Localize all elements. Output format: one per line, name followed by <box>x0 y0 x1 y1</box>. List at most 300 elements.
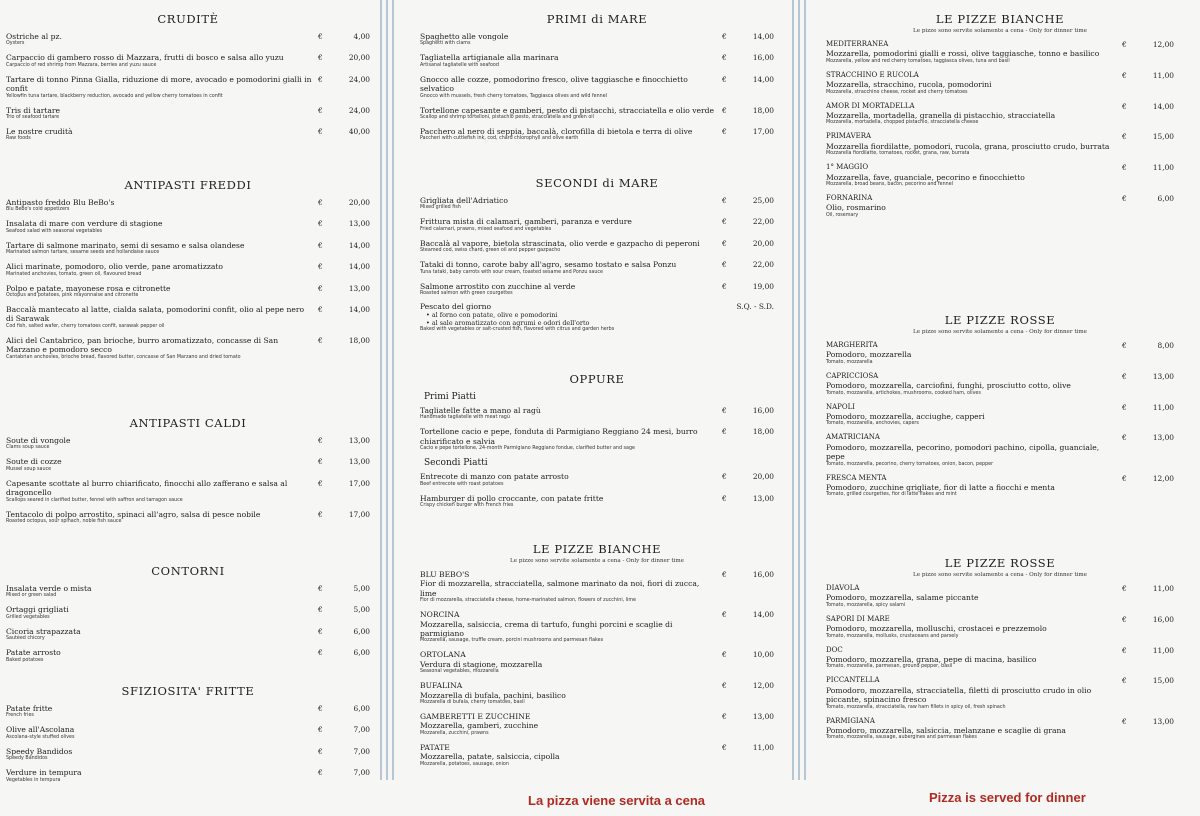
currency-symbol: € <box>318 105 323 115</box>
price-value: 24,00 <box>348 105 370 115</box>
item-translation: Mozzarella, potatoes, sausage, onion <box>420 761 509 767</box>
item-price <box>314 725 370 734</box>
item-description: Pomodoro, mozzarella, acciughe, capperi <box>826 412 985 422</box>
item-name: Polpo e patate, mayonese rosa e citronette <box>6 283 171 293</box>
currency-symbol: € <box>1122 40 1127 49</box>
currency-symbol: € <box>722 681 727 691</box>
item-translation: Raw foods <box>6 136 31 142</box>
currency-symbol: € <box>1122 645 1127 655</box>
price-value: 10,00 <box>752 650 774 660</box>
item-name: Le nostre crudità <box>6 127 73 137</box>
item-translation: Tomato, mozzarella, spicy salami <box>826 602 906 608</box>
subheading-primi: Primi Piatti <box>424 392 476 402</box>
menu-item <box>420 239 774 254</box>
item-translation: Tomato, mozzarella, artichokes, mushrooms, cooked ham, olives <box>826 390 981 396</box>
item-description: Mozzarella, patate, salsiccia, cipolla <box>420 752 560 762</box>
menu-item <box>6 704 370 719</box>
item-description: Mozzarella, fave, guanciale, pecorino e finocchietto <box>826 172 1025 182</box>
item-translation: Mixed or green salad <box>6 593 57 599</box>
item-price <box>718 610 774 619</box>
item-translation: Tomato, mozzarella, anchovies, capers <box>826 421 919 427</box>
item-price <box>314 305 370 314</box>
section-secondi-mare <box>420 176 774 339</box>
item-price <box>314 605 370 614</box>
item-price <box>314 747 370 756</box>
section-pizze-rosse <box>826 313 1174 504</box>
menu-item <box>826 474 1174 499</box>
currency-symbol: € <box>722 472 727 482</box>
price-value: 14,00 <box>348 305 370 315</box>
item-translation: Mozzarella, broad beans, bacon, pecorino and fennel <box>826 182 953 188</box>
item-price <box>718 106 774 115</box>
section-oppure <box>420 372 774 515</box>
item-price <box>718 217 774 226</box>
menu-item <box>6 127 370 142</box>
currency-symbol: € <box>318 305 323 315</box>
price-value: 14,00 <box>348 262 370 272</box>
item-name: Ostriche al pz. <box>6 32 62 41</box>
section-antipasti-freddi <box>6 178 370 367</box>
item-description: Mozzarella, salsiccia, crema di tartufo, funghi porcini e scaglie di parmigiano <box>420 619 673 639</box>
currency-symbol: € <box>722 127 727 137</box>
item-price <box>718 472 774 481</box>
menu-item <box>6 436 370 451</box>
item-translation: Mussel soup sauce <box>6 466 52 472</box>
item-description: Pomodoro, mozzarella, salame piccante <box>826 593 979 603</box>
menu-item <box>420 217 774 232</box>
currency-symbol: € <box>722 712 727 722</box>
menu-item <box>6 584 370 599</box>
price-value: 11,00 <box>1152 70 1174 80</box>
item-translation: Carpaccio of red shrimp from Mazzara, berries and yuzu sauce <box>6 62 157 68</box>
menu-column-left <box>6 0 370 816</box>
section-sfiziosita <box>6 684 370 790</box>
item-price <box>314 106 370 115</box>
item-name: Patate fritte <box>6 704 53 713</box>
item-name: Olive all'Ascolana <box>6 725 75 735</box>
price-value: 17,00 <box>348 478 370 488</box>
price-value: 16,00 <box>752 570 774 579</box>
section-title: CRUDITÈ <box>157 12 219 26</box>
item-name: PRIMAVERA <box>826 132 872 141</box>
item-price <box>1118 372 1174 381</box>
column-rule <box>792 0 794 780</box>
item-price <box>314 704 370 713</box>
item-translation: Mixed grilled fish <box>420 205 461 211</box>
menu-item <box>420 196 774 211</box>
menu-item <box>6 305 370 330</box>
item-translation: Oysters <box>6 41 25 47</box>
item-translation: Marinated anchovies, tomato, green oil, flavoured bread <box>6 271 142 277</box>
item-translation: Baked potatoes <box>6 657 44 663</box>
item-description: Pomodoro, mozzarella, salsiccia, melanzane e scaglie di grana <box>826 726 1066 736</box>
item-name: PARMIGIANA <box>826 716 875 725</box>
item-translation: Mozzarella, yellow and red cherry tomatoes, taggiasca olives, tuna and basil <box>826 58 1010 64</box>
item-translation: Paccheri with cuttlefish ink, cod, chard chlorophyll and olive earth <box>420 136 579 142</box>
menu-item <box>826 676 1174 710</box>
menu-item <box>6 627 370 642</box>
price-value: 11,00 <box>1152 402 1174 412</box>
item-name: SAPORI DI MARE <box>826 614 890 623</box>
menu-item <box>6 479 370 504</box>
menu-item <box>826 341 1174 366</box>
section-title: LE PIZZE ROSSE <box>944 556 1056 570</box>
price-value: 16,00 <box>752 53 774 63</box>
item-name: Tortellone cacio e pepe, fonduta di Parmigiano Reggiano 24 mesi, burro chiarificato e salvia <box>420 427 698 446</box>
item-translation: Tomato, mozzarella <box>826 359 873 365</box>
item-translation: Blu Bebo's cold appetizers <box>6 207 70 213</box>
menu-item <box>826 372 1174 397</box>
menu-item <box>826 102 1174 127</box>
item-translation: Tomato, mozzarella, pecorino, cherry tomatoes, onion, bacon, pepper <box>826 461 994 467</box>
currency-symbol: € <box>318 262 323 272</box>
item-price <box>314 479 370 488</box>
column-rule <box>798 0 800 780</box>
item-price <box>1118 615 1174 624</box>
item-price <box>314 336 370 345</box>
item-name: DIAVOLA <box>826 584 860 592</box>
item-name: Antipasto freddo Blu BeBo's <box>6 198 115 207</box>
menu-item <box>6 32 370 47</box>
price-value: 12,00 <box>752 681 774 691</box>
column-rule <box>392 0 394 780</box>
menu-item <box>826 615 1174 640</box>
currency-symbol: € <box>318 436 323 445</box>
item-price <box>718 127 774 136</box>
menu-item <box>6 106 370 121</box>
price-value: 15,00 <box>1152 676 1174 686</box>
currency-symbol: € <box>722 105 727 115</box>
item-translation: Vegetables in tempura <box>6 777 61 783</box>
footer-note-en: Pizza is served for dinner <box>929 790 1086 805</box>
item-description: Pomodoro, mozzarella, grana, pepe di macina, basilico <box>826 655 1037 665</box>
item-bullet: • al sale aromatizzato con agrumi e odori dell'orto <box>426 319 590 328</box>
currency-symbol: € <box>318 725 323 735</box>
price-value: 13,00 <box>752 493 774 503</box>
item-name: MEDITERRANEA <box>826 40 889 48</box>
section-title: LE PIZZE BIANCHE <box>532 542 662 556</box>
currency-symbol: € <box>318 219 323 229</box>
item-translation: Sautéed chicory <box>6 636 45 642</box>
price-value: 11,00 <box>1152 584 1174 593</box>
currency-symbol: € <box>318 605 323 615</box>
price-value: 11,00 <box>1152 645 1174 655</box>
currency-symbol: € <box>318 127 323 137</box>
currency-symbol: € <box>318 626 323 636</box>
item-price <box>314 457 370 466</box>
item-name: Grigliata dell'Adriatico <box>420 196 508 205</box>
item-price <box>1118 474 1174 483</box>
item-translation: Seasonal vegetables, mozzarella <box>420 669 499 675</box>
menu-item <box>420 650 774 675</box>
currency-symbol: € <box>722 217 727 227</box>
currency-symbol: € <box>722 406 727 415</box>
price-value: 13,00 <box>348 457 370 467</box>
item-name: NAPOLI <box>826 402 856 411</box>
item-price <box>1118 71 1174 80</box>
item-price <box>718 196 774 205</box>
column-rule <box>380 0 382 780</box>
item-name: Insalata verde o mista <box>6 584 92 593</box>
item-name: Verdure in tempura <box>6 768 82 778</box>
item-translation: Roasted salmon with green courgettes <box>420 291 513 297</box>
item-translation: Artisanal tagliatelle with seafood <box>420 62 499 68</box>
item-bullet: • al forno con patate, olive e pomodorini <box>426 311 558 320</box>
footer-note-it: La pizza viene servita a cena <box>528 793 706 808</box>
item-name: AMOR DI MORTADELLA <box>826 101 915 110</box>
item-translation: Seafood salad with seasonal vegetables <box>6 228 103 234</box>
menu-column-right <box>826 0 1174 816</box>
currency-symbol: € <box>1122 132 1127 142</box>
currency-symbol: € <box>722 260 727 270</box>
item-translation: Steamed cod, swiss chard, green oil and pepper gazpacho <box>420 248 561 254</box>
menu-item <box>6 648 370 663</box>
item-translation: Grilled vegetables <box>6 614 50 620</box>
price-value: 20,00 <box>348 198 370 207</box>
currency-symbol: € <box>722 74 727 84</box>
menu-item <box>420 427 774 452</box>
section-contorni <box>6 564 370 670</box>
item-name: Tartare di salmone marinato, semi di sesamo e salsa olandese <box>6 240 245 250</box>
menu-item <box>6 198 370 213</box>
price-value: 13,00 <box>1152 433 1174 443</box>
price-value: S.Q. - S.D. <box>736 302 774 312</box>
currency-symbol: € <box>318 198 323 207</box>
price-value: 25,00 <box>752 196 774 205</box>
currency-symbol: € <box>318 283 323 293</box>
currency-symbol: € <box>1122 584 1127 593</box>
price-value: 19,00 <box>752 281 774 291</box>
item-translation: Scallop and shrimp tortelloni, pistachio pesto, stracciatella and green oil <box>420 115 594 121</box>
menu-item <box>6 605 370 620</box>
currency-symbol: € <box>722 32 727 41</box>
item-translation: Ascolana-style stuffed olives <box>6 734 75 740</box>
item-price <box>718 302 774 311</box>
currency-symbol: € <box>318 746 323 756</box>
menu-item <box>6 219 370 234</box>
currency-symbol: € <box>318 32 323 41</box>
item-description: Fior di mozzarella, stracciatella, salmone marinato da noi, fiori di zucca, lime <box>420 579 700 598</box>
currency-symbol: € <box>722 53 727 63</box>
item-name: Hamburger di pollo croccante, con patate fritte <box>420 493 604 503</box>
currency-symbol: € <box>318 648 323 658</box>
price-value: 6,00 <box>1157 194 1174 204</box>
item-price <box>718 494 774 503</box>
item-translation: Roasted octopus, sour spinach, noble fish sauce <box>6 519 122 525</box>
item-translation: Mozzarella, sausage, truffle cream, porcini mushrooms and parmesan flakes <box>420 638 604 644</box>
item-translation: Fried calamari, prawns, mixed seafood and vegetables <box>420 226 552 232</box>
item-description: Pomodoro, mozzarella, carciofini, funghi, prosciutto cotto, olive <box>826 381 1071 391</box>
menu-item <box>6 768 370 783</box>
section-title: SECONDI di MARE <box>535 176 659 190</box>
item-translation: Speedy Bandidos <box>6 756 48 762</box>
item-price <box>314 219 370 228</box>
currency-symbol: € <box>722 610 727 620</box>
menu-item <box>6 747 370 762</box>
currency-symbol: € <box>722 196 727 205</box>
item-translation: Mozzarella fiordilatte, tomatoes, rocket, grana, raw, burrata <box>826 151 970 157</box>
menu-item <box>420 32 774 47</box>
item-name: AMATRICIANA <box>826 433 880 442</box>
section-subtitle: Le pizze sono servite solamente a cena - Only for dinner time <box>510 558 684 564</box>
price-value: 16,00 <box>752 406 774 415</box>
item-price <box>1118 341 1174 350</box>
currency-symbol: € <box>722 493 727 503</box>
price-value: 11,00 <box>1152 163 1174 173</box>
menu-item <box>420 681 774 706</box>
currency-symbol: € <box>1122 70 1127 80</box>
price-value: 15,00 <box>1152 132 1174 142</box>
item-price <box>718 282 774 291</box>
item-description: Mozzarella di bufala, pachini, basilico <box>420 690 566 700</box>
menu-item <box>420 494 774 509</box>
price-value: 8,00 <box>1157 341 1174 350</box>
item-name: Ortaggi grigliati <box>6 605 69 615</box>
item-price <box>1118 132 1174 141</box>
menu-item <box>826 646 1174 671</box>
item-price <box>1118 584 1174 593</box>
item-translation: Mozzarella di bufala, cherry tomatoes, basil <box>420 700 525 706</box>
item-name: Pescato del giorno <box>420 302 492 312</box>
subheading-secondi: Secondi Piatti <box>424 458 488 469</box>
currency-symbol: € <box>1122 194 1127 204</box>
item-price <box>314 53 370 62</box>
price-value: 24,00 <box>348 74 370 84</box>
item-name: NORCINA <box>420 610 460 620</box>
price-value: 13,00 <box>1152 371 1174 381</box>
menu-item <box>826 403 1174 428</box>
section-primi-mare <box>420 12 774 148</box>
item-translation: Mozzarella, mortadella, chopped pistachio, stracciatella cheese <box>826 120 979 126</box>
currency-symbol: € <box>722 742 727 752</box>
item-price <box>314 584 370 593</box>
price-value: 20,00 <box>752 238 774 248</box>
item-price <box>314 284 370 293</box>
item-translation: Clams soup sauce <box>6 445 50 451</box>
price-value: 17,00 <box>348 509 370 519</box>
item-translation: Tomato, grilled courgettes, fior di latte flakes and mint <box>826 492 957 498</box>
menu-item <box>826 194 1174 219</box>
price-value: 6,00 <box>353 626 370 636</box>
item-translation: Tuna tataki, baby carrots with sour cream, toasted sesame and Ponzu sauce <box>420 269 603 275</box>
item-price <box>1118 194 1174 203</box>
price-value: 20,00 <box>348 53 370 63</box>
item-description: Mozzarella, pomodorini gialli e rossi, olive taggiasche, tonno e basilico <box>826 49 1100 59</box>
menu-item <box>6 457 370 472</box>
menu-item <box>420 53 774 68</box>
currency-symbol: € <box>318 768 323 778</box>
item-name: Tentacolo di polpo arrostito, spinaci all'agro, salsa di pesce nobile <box>6 509 261 519</box>
menu-item <box>420 712 774 737</box>
menu-item <box>420 127 774 142</box>
item-price <box>314 127 370 136</box>
item-name: BUFALINA <box>420 681 463 691</box>
item-name: Capesante scottate al burro chiarificato, finocchi allo zafferano e salsa al dragoncello <box>6 478 288 498</box>
column-rule <box>804 0 806 780</box>
item-translation: French fries <box>6 713 34 719</box>
price-value: 13,00 <box>1152 716 1174 726</box>
item-translation: Cod fish, salted wafer, cherry tomatoes confit, sarawak pepper oil <box>6 323 165 329</box>
price-value: 40,00 <box>348 127 370 137</box>
currency-symbol: € <box>722 427 727 437</box>
item-price <box>1118 646 1174 655</box>
menu-column-middle <box>420 0 774 816</box>
section-title: ANTIPASTI CALDI <box>129 416 247 430</box>
item-translation: Tomato, mozzarella, parmesan, ground pepper, basil <box>826 664 953 670</box>
item-description: Pomodoro, zucchine grigliate, fior di latte a fiocchi e menta <box>826 483 1055 493</box>
item-description: Mozzarella, gamberi, zucchine <box>420 721 539 731</box>
item-name: Speedy Bandidos <box>6 746 73 756</box>
currency-symbol: € <box>318 704 323 713</box>
price-value: 5,00 <box>353 584 370 593</box>
item-translation: Tomato, mozzarella, mollusks, crustaceans and parsely <box>826 633 959 639</box>
price-value: 16,00 <box>1152 614 1174 624</box>
item-name: ORTOLANA <box>420 650 466 660</box>
item-translation: Mozzarella, zucchini, prawns <box>420 730 489 736</box>
item-price <box>314 768 370 777</box>
currency-symbol: € <box>318 478 323 488</box>
section-subtitle: Le pizze sono servite solamente a cena - Only for dinner time <box>913 28 1087 34</box>
menu-item <box>826 433 1174 467</box>
item-name: STRACCHINO E RUCOLA <box>826 70 919 79</box>
section-pizze-bianche <box>420 542 774 774</box>
item-name: Alici marinate, pomodoro, olio verde, pane aromatizzato <box>6 262 223 272</box>
section-pizze-bianche <box>826 12 1174 225</box>
currency-symbol: € <box>722 650 727 660</box>
menu-item <box>420 610 774 644</box>
currency-symbol: € <box>1122 433 1127 443</box>
menu-item <box>6 725 370 740</box>
price-value: 18,00 <box>348 335 370 345</box>
item-price <box>718 239 774 248</box>
section-title: CONTORNI <box>151 564 225 578</box>
item-price <box>1118 717 1174 726</box>
item-price <box>718 406 774 415</box>
item-name: 1° MAGGIO <box>826 163 869 172</box>
price-value: 6,00 <box>353 704 370 713</box>
menu-item <box>6 241 370 256</box>
item-price <box>1118 433 1174 442</box>
item-name: Insalata di mare con verdure di stagione <box>6 219 163 229</box>
item-name: Tartare di tonno Pinna Gialla, riduzione di more, avocado e pomodorini gialli in confit <box>6 74 312 94</box>
currency-symbol: € <box>318 509 323 519</box>
item-translation: Tomato, mozzarella, stracciatella, raw ham fillets in spicy oil, fresh spinach <box>826 704 1006 710</box>
menu-item <box>420 743 774 768</box>
price-value: 18,00 <box>752 105 774 115</box>
currency-symbol: € <box>318 335 323 345</box>
item-name: BLU BEBO'S <box>420 570 470 579</box>
section-title: LE PIZZE ROSSE <box>944 313 1056 327</box>
item-name: GAMBERETTI E ZUCCHINE <box>420 712 531 722</box>
item-name: PICCANTELLA <box>826 676 880 685</box>
item-price <box>314 436 370 445</box>
item-price <box>314 648 370 657</box>
price-value: 13,00 <box>348 219 370 229</box>
section-title: SFIZIOSITA' FRITTE <box>121 684 255 698</box>
currency-symbol: € <box>318 53 323 63</box>
price-value: 22,00 <box>752 260 774 270</box>
price-value: 7,00 <box>353 725 370 735</box>
item-translation: Spaghetti with clams <box>420 41 471 47</box>
price-value: 18,00 <box>752 427 774 437</box>
item-price <box>314 627 370 636</box>
currency-symbol: € <box>1122 473 1127 483</box>
item-name: Pacchero al nero di seppia, baccalà, clorofilla di bietola e terra di olive <box>420 127 693 137</box>
item-description: Mozzarella fiordilatte, pomodori, rucola, grana, prosciutto crudo, burrata <box>826 141 1110 151</box>
currency-symbol: € <box>318 240 323 250</box>
bullet-text: al forno con patate, olive e pomodorini <box>431 311 558 320</box>
price-value: 13,00 <box>348 436 370 445</box>
